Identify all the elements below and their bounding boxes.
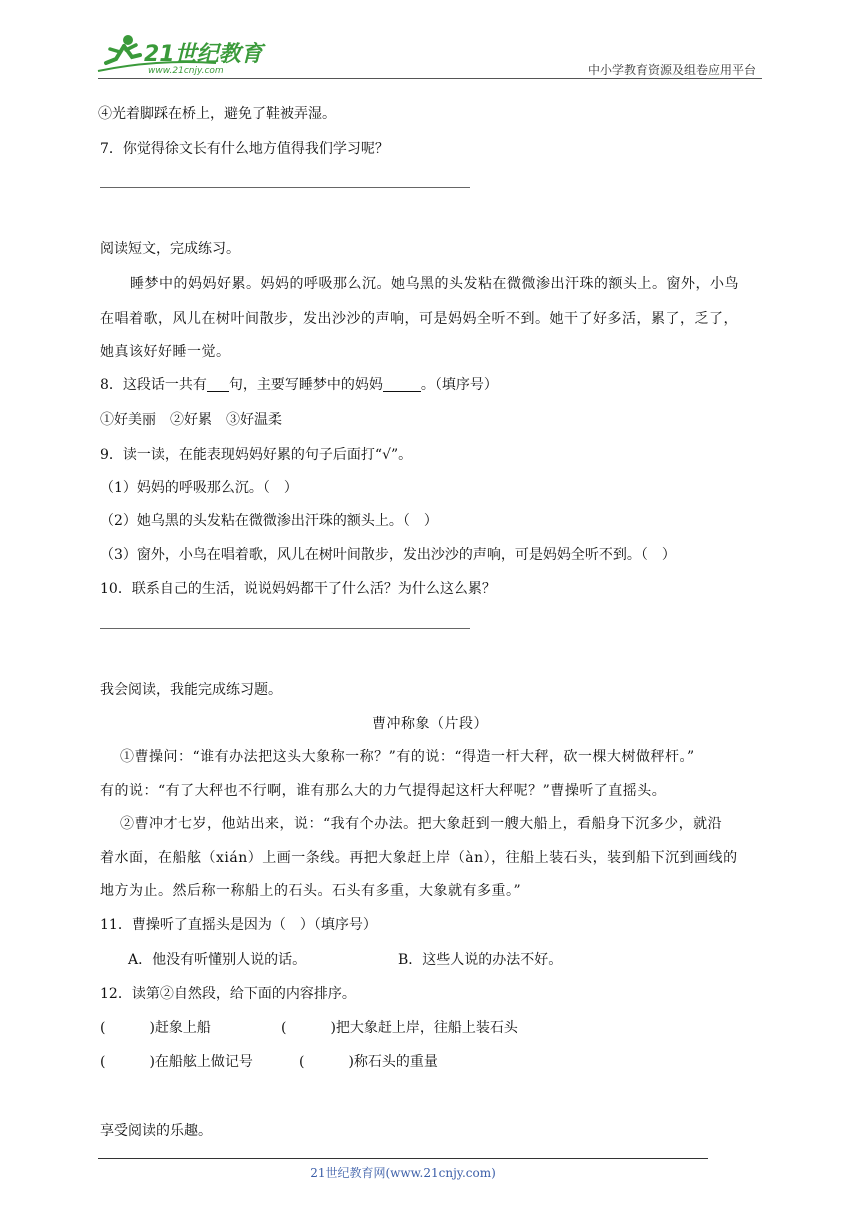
passage-line: 着水面，在船舷（xián）上画一条线。再把大象赶上岸（àn），往船上装石头，装到船下沉到画线的 xyxy=(100,850,738,866)
platform-name: 中小学教育资源及组卷应用平台 xyxy=(587,63,756,77)
site-logo xyxy=(96,33,266,77)
passage-line: ①曹操问：“谁有办法把这头大象称一称？”有的说：“得造一杆大秤，砍一棵大树做秤杆。” xyxy=(120,749,695,765)
passage-line: 睡梦中的妈妈好累。妈妈的呼吸那么沉。她乌黑的头发粘在微微渗出汗珠的额头上。窗外，小鸟 xyxy=(130,276,739,292)
question-9-item: （3）窗外，小鸟在唱着歌，风儿在树叶间散步，发出沙沙的声响，可是妈妈全听不到。（ ） xyxy=(100,547,676,563)
option-a[interactable]: A．他没有听懂别人说的话。 xyxy=(128,952,307,968)
section-intro: 享受阅读的乐趣。 xyxy=(100,1123,212,1139)
order-label: )称石头的重量 xyxy=(348,1054,438,1070)
order-bracket: ( xyxy=(100,1020,106,1036)
answer-line-7[interactable] xyxy=(100,187,470,188)
question-9-item: （2）她乌黑的头发粘在微微渗出汗珠的额头上。（ ） xyxy=(100,513,438,529)
order-item[interactable] xyxy=(100,1018,211,1038)
option-4: ④光着脚踩在桥上，避免了鞋被弄湿。 xyxy=(98,106,336,122)
option-b[interactable]: B．这些人说的办法不好。 xyxy=(398,952,563,968)
passage-line: 地方为止。然后称一称船上的石头。石头有多重，大象就有多重。” xyxy=(100,883,522,899)
passage-line: ②曹冲才七岁，他站出来，说：“我有个办法。把大象赶到一艘大船上，看船身下沉多少，就沿 xyxy=(120,816,723,832)
order-label: )赶象上船 xyxy=(149,1020,211,1036)
question-9: 9．读一读，在能表现妈妈好累的句子后面打“√”。 xyxy=(100,447,413,463)
question-8-part: 8．这段话一共有 xyxy=(100,377,207,393)
order-bracket: ( xyxy=(100,1054,106,1070)
svg-text:www.21cnjy.com: www.21cnjy.com xyxy=(148,66,224,76)
order-item[interactable] xyxy=(299,1052,438,1072)
answer-line-10[interactable] xyxy=(100,628,470,629)
order-item[interactable] xyxy=(100,1052,253,1072)
question-11: 11．曹操听了直摇头是因为（ ）（填序号） xyxy=(100,917,377,933)
order-label: )在船舷上做记号 xyxy=(149,1054,253,1070)
blank-answer[interactable] xyxy=(383,377,421,392)
question-8 xyxy=(100,375,498,395)
question-9-item: （1）妈妈的呼吸那么沉。（ ） xyxy=(100,480,298,496)
passage-line: 在唱着歌，风儿在树叶间散步，发出沙沙的声响，可是妈妈全听不到。她干了好多活，累了，乏了， xyxy=(100,311,738,327)
question-8-options: ①好美丽 ②好累 ③好温柔 xyxy=(100,412,282,428)
blank-sentence-count[interactable] xyxy=(207,377,229,392)
order-item[interactable] xyxy=(281,1018,518,1038)
passage-line: 有的说：“有了大秤也不行啊，谁有那么大的力气提得起这杆大秤呢？”曹操听了直摇头。 xyxy=(100,783,667,799)
section-intro: 我会阅读，我能完成练习题。 xyxy=(100,682,282,698)
passage-line: 她真该好好睡一觉。 xyxy=(100,344,231,360)
question-10: 10．联系自己的生活，说说妈妈都干了什么活？为什么这么累？ xyxy=(100,581,496,597)
question-12: 12．读第②自然段，给下面的内容排序。 xyxy=(100,986,356,1002)
order-label: )把大象赶上岸，往船上装石头 xyxy=(330,1020,518,1036)
footer-divider xyxy=(98,1158,708,1159)
question-7: 7．你觉得徐文长有什么地方值得我们学习呢？ xyxy=(100,141,389,157)
question-8-part: 句，主要写睡梦中的妈妈 xyxy=(228,377,383,393)
passage-title: 曹冲称象（片段） xyxy=(372,716,488,732)
order-bracket: ( xyxy=(281,1020,287,1036)
header-divider xyxy=(98,78,762,79)
footer-link[interactable]: 21世纪教育网(www.21cnjy.com) xyxy=(310,1166,496,1180)
order-bracket: ( xyxy=(299,1054,305,1070)
section-intro: 阅读短文，完成练习。 xyxy=(100,241,240,257)
svg-text:21世纪教育: 21世纪教育 xyxy=(144,42,263,67)
question-8-part: 。（填序号） xyxy=(420,377,498,393)
